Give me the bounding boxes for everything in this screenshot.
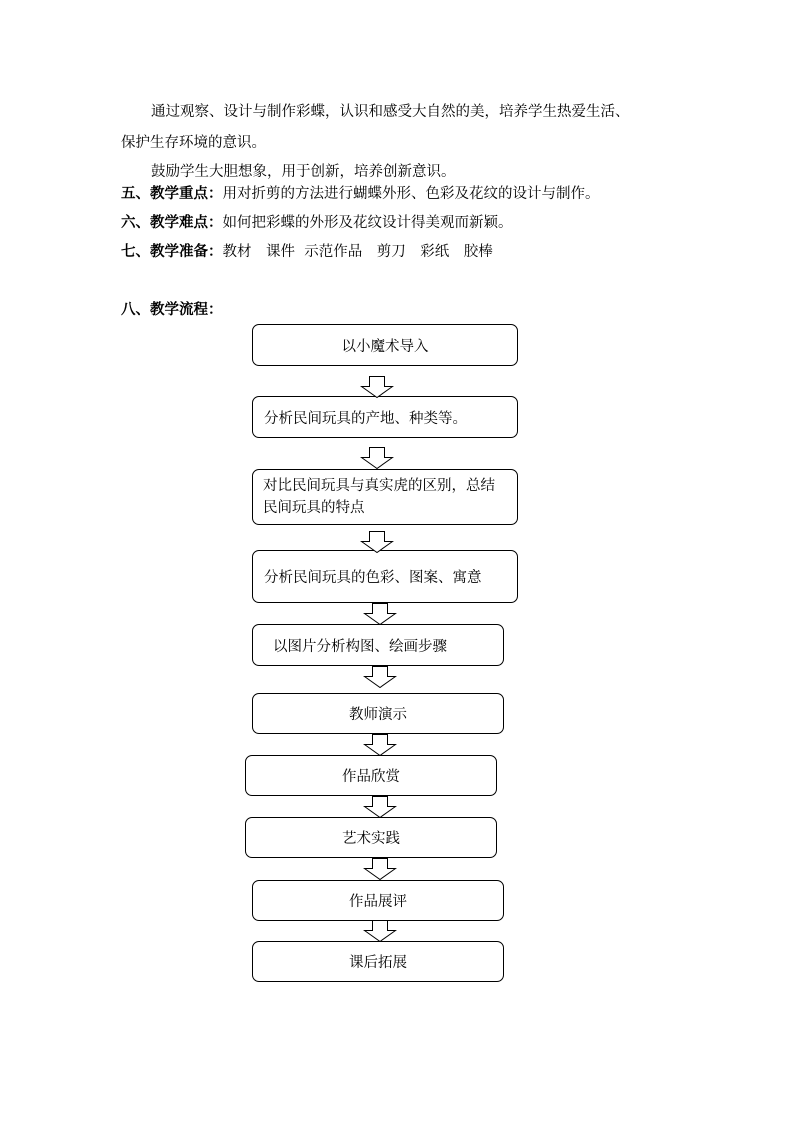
flow-step-7-text: 作品欣赏 [342, 769, 400, 785]
flow-step-8-text: 艺术实践 [342, 831, 400, 847]
flow-step-6 [252, 693, 504, 734]
flow-step-10-text: 课后拓展 [349, 955, 407, 971]
key-points-section [121, 184, 600, 204]
flow-step-4 [252, 550, 518, 603]
flow-step-2 [252, 396, 518, 438]
key-points-text: 用对折剪的方法进行蝴蝶外形、色彩及花纹的设计与制作。 [222, 186, 600, 202]
flow-arrow-4-icon [363, 603, 397, 625]
flow-arrow-9-icon [363, 920, 397, 942]
flow-step-7 [245, 755, 497, 796]
flow-step-3-text: 对比民间玩具与真实虎的区别，总结民间玩具的特点 [263, 478, 495, 516]
flow-arrow-6-icon [363, 734, 397, 756]
difficulties-text: 如何把彩蝶的外形及花纹设计得美观而新颖。 [222, 215, 513, 231]
flow-step-9 [252, 880, 504, 921]
flow-step-8 [245, 817, 497, 858]
flow-step-9-text: 作品展评 [349, 894, 407, 910]
goal-line-1: 通过观察、设计与制作彩蝶，认识和感受大自然的美，培养学生热爱生活、 [151, 104, 630, 120]
goal-line-3: 鼓励学生大胆想象，用于创新，培养创新意识。 [151, 164, 456, 180]
flow-label: 八、教学流程： [121, 302, 223, 318]
flow-step-5-text: 以图片分析构图、绘画步骤 [273, 638, 447, 655]
flow-step-5 [252, 624, 504, 666]
preparation-text: 教材 课件 示范作品 剪刀 彩纸 胶棒 [222, 244, 493, 260]
flow-arrow-5-icon [363, 666, 397, 688]
flow-arrow-3-icon [360, 531, 394, 553]
flow-step-2-text: 分析民间玩具的产地、种类等。 [264, 410, 467, 427]
flow-arrow-1-icon [360, 376, 394, 398]
flow-step-6-text: 教师演示 [349, 707, 407, 723]
preparation-section [121, 242, 493, 262]
difficulties-section [121, 213, 513, 233]
flow-step-1 [252, 324, 518, 366]
difficulties-label: 六、教学难点： [121, 215, 223, 231]
flow-arrow-7-icon [363, 796, 397, 818]
flow-arrow-2-icon [360, 447, 394, 469]
flow-step-1-text: 以小魔术导入 [341, 338, 429, 355]
flow-step-3 [252, 469, 518, 525]
goal-line-2: 保护生存环境的意识。 [121, 135, 266, 151]
key-points-label: 五、教学重点： [121, 186, 223, 202]
flow-arrow-8-icon [363, 858, 397, 880]
preparation-label: 七、教学准备： [121, 244, 223, 260]
flow-step-4-text: 分析民间玩具的色彩、图案、寓意 [264, 570, 482, 586]
flow-step-10 [252, 941, 504, 982]
